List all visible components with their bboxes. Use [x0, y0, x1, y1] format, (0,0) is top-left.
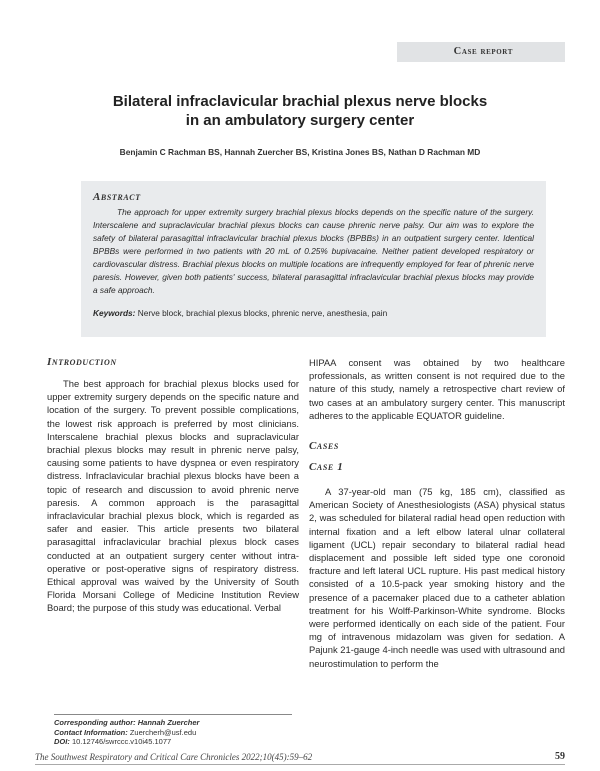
corresponding-author-label: Corresponding author: [54, 718, 136, 727]
footer-rule [35, 764, 565, 765]
doi-value[interactable]: 10.12746/swrccc.v10i45.1077 [71, 737, 172, 747]
case1-text: A 37-year-old man (75 kg, 185 cm), classified as American Society of Anesthesiologists (ASA) physical status 2, was scheduled for bilateral radial head open reduction with internal fixation and a left elbow lateral ulnar collateral ligament (UCL) repair secondary to bilateral radial head displacement and possible left sided type one coronoid fracture and left lateral UCL rupture. His past medical history consisted of a 10.5-pack year smoking history and the presence of a pacemaker placed due to a catheter ablation treatment for his Wolff-Parkinson-White syndrome. Blocks were performed identically on each side of the patient. Four mg of intravenous midazolam was given for sedation. A Pajunk 21-gauge 4-inch needle was used with ultrasound and neurostimulation to perform the [309, 486, 565, 669]
doi [54, 737, 292, 747]
article-title [40, 92, 560, 130]
introduction-text: The best approach for brachial plexus blocks used for upper extremity surgery depends on the specific nature and location of the surgery. To prevent possible complications, the lowest risk approach is preferred by most clinicians. Interscalene brachial plexus blocks and supraclavicular brachial plexus blocks may result in phrenic nerve palsy, causing some patients to have dyspnea or even respiratory distress. Infraclavicular brachial plexus blocks have been a topic of research and discussion to avoid phrenic nerve paresis. A common approach is the parasagittal infraclavicular brachial plexus block, which is regarded as safer and easier. This article presents two bilateral parasagittal infraclavicular brachial plexus block cases conducted at an outpatient surgery center without intra-operative or post-operative signs of respiratory distress. Ethical approval was waived by the University of South Florida Morsani College of Medicine Institution Review Board; the purpose of this study was educational. Verbal [47, 378, 299, 614]
introduction-heading: Introduction [47, 356, 117, 368]
contact-information [54, 728, 292, 738]
keywords-list: Nerve block, brachial plexus blocks, phrenic nerve, anesthesia, pain [137, 308, 388, 318]
cases-heading: Cases [309, 440, 339, 453]
abstract-heading: Abstract [93, 191, 141, 203]
doi-label: DOI: [54, 737, 70, 747]
keywords-label: Keywords: [93, 308, 136, 318]
contact-email[interactable]: Zuercherh@usf.edu [129, 727, 197, 737]
footer-journal: The Southwest Respiratory and Critical Care Chronicles 2022;10(45):59–62 [35, 752, 313, 762]
corresponding-author [54, 718, 292, 728]
contact-label: Contact Information: [54, 727, 128, 737]
left-column [47, 356, 299, 615]
abstract-box [81, 181, 546, 337]
title-line-2: in an ambulatory surgery center [185, 112, 415, 129]
right-column [309, 356, 565, 670]
page-number: 59 [555, 751, 565, 762]
introduction-continuation: HIPAA consent was obtained by two healthcare professionals, as written consent is not required due to the nature of this study, namely a retrospective chart review of two cases at an ambulatory surgery center. This manuscript adheres to the applicable EQUATOR guideline. [309, 357, 565, 421]
section-tag: Case report [397, 42, 565, 62]
title-line-1: Bilateral infraclavicular brachial plexus nerve blocks [112, 93, 488, 110]
abstract-text: The approach for upper extremity surgery brachial plexus blocks depends on the specific nature of the surgery. Interscalene and supraclavicular brachial plexus blocks can cause phrenic nerve palsy. Our aim was to explore the safety of bilateral parasagittal infraclavicular brachial plexus blocks (BPBBs) in an outpatient surgery center. Identical BPBBs were performed in two patients with 20 mL of 0.25% bupivacaine. Neither patient developed respiratory or cardiovascular distress. Brachial plexus blocks on multiple locations are infrequently employed for fear of phrenic nerve paresis. However, given both patients' success, bilateral parasagittal infraclavicular brachial plexus blocks may provide a safe approach. [93, 207, 534, 295]
author-list: Benjamin C Rachman BS, Hannah Zuercher BS, Kristina Jones BS, Nathan D Rachman MD [119, 147, 481, 157]
corresponding-author-name: Hannah Zuercher [137, 718, 200, 727]
case1-heading: Case 1 [309, 461, 344, 474]
correspondence-box [54, 714, 292, 754]
keywords [93, 307, 534, 319]
